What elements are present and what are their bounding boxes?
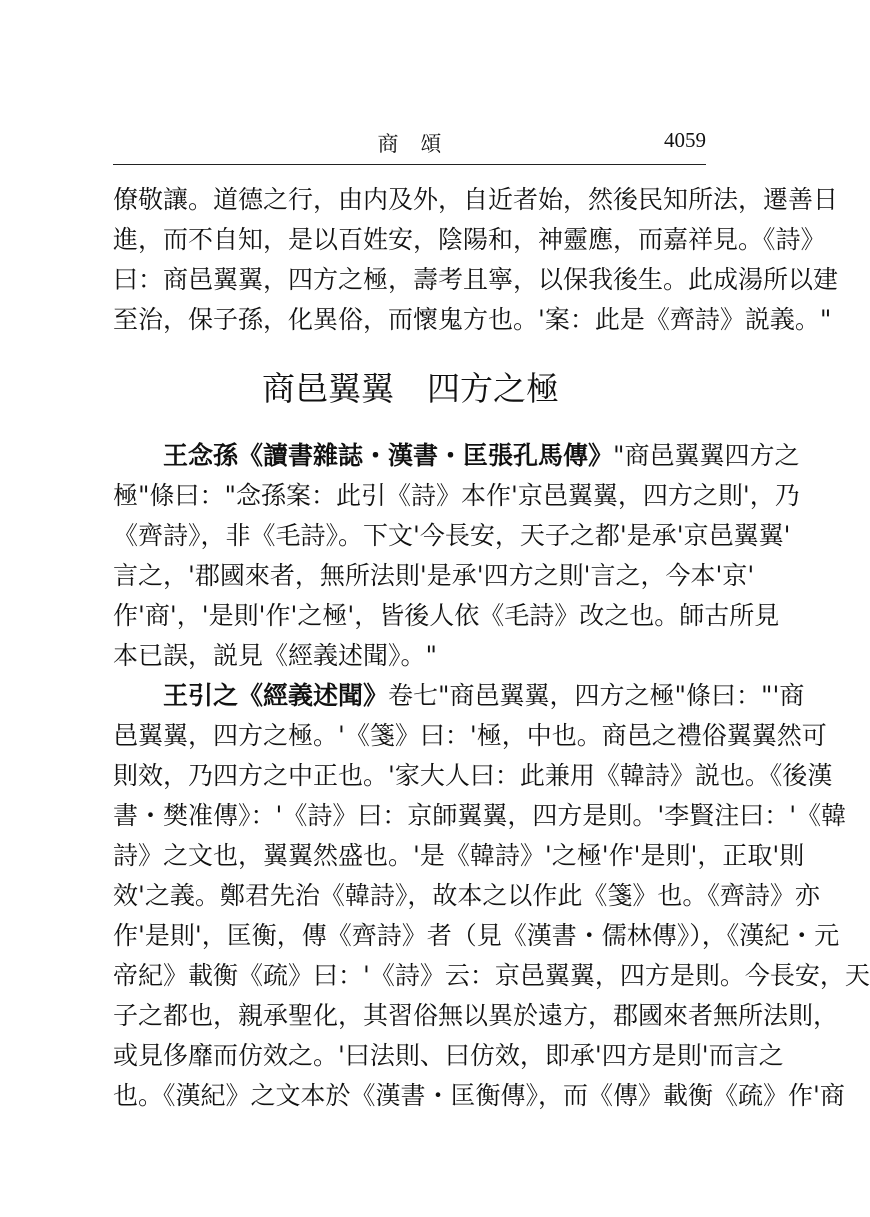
header-rule xyxy=(113,164,706,165)
paragraph-wang-yinzhi xyxy=(113,676,870,1116)
text-line: 書・樊准傳》：'《詩》曰：京師翼翼，四方是則。'李賢注曰：'《韓 xyxy=(113,801,847,830)
text-line: 效'之義。鄭君先治《韓詩》，故本之以作此《箋》也。《齊詩》亦 xyxy=(113,881,820,910)
text-fragment: "商邑翼翼四方之 xyxy=(613,441,800,470)
running-title: 商頌 xyxy=(377,132,464,156)
text-line: 曰：商邑翼翼，四方之極，壽考且寧，以保我後生。此成湯所以建 xyxy=(113,265,839,294)
section-heading: 商邑翼翼 四方之極 xyxy=(262,369,559,408)
citation-author: 王念孫《讀書雜誌・漢書・匡張孔馬傳》 xyxy=(163,441,614,470)
text-line: 詩》之文也，翼翼然盛也。'是《韓詩》'之極'作'是則'，正取'則 xyxy=(113,841,805,870)
text-line: 邑翼翼，四方之極。'《箋》曰：'極，中也。商邑之禮俗翼翼然可 xyxy=(113,721,827,750)
text-line: 進，而不自知，是以百姓安，陰陽和，神靈應，而嘉祥見。《詩》 xyxy=(113,225,826,254)
paragraph-wang-niansun xyxy=(113,436,800,676)
text-line: 至治，保子孫，化異俗，而懷鬼方也。'案：此是《齊詩》説義。" xyxy=(113,305,832,334)
text-line: 也。《漢紀》之文本於《漢書・匡衡傳》，而《傳》載衡《疏》作'商 xyxy=(113,1081,845,1110)
text-line: 作'是則'，匡衡，傳《齊詩》者（見《漢書・儒林傳》），《漢紀・元 xyxy=(113,921,840,950)
citation-author: 王引之《經義述聞》 xyxy=(163,681,389,710)
intro-paragraph xyxy=(113,180,839,340)
page-number: 4059 xyxy=(664,128,706,152)
text-line: 子之都也，親承聖化，其習俗無以異於遠方，郡國來者無所法則， xyxy=(113,1001,839,1030)
text-line xyxy=(113,676,805,716)
text-line: 本已誤，説見《經義述聞》。" xyxy=(113,641,438,670)
text-line: 《齊詩》，非《毛詩》。下文'今長安，天子之都'是承'京邑翼翼' xyxy=(113,521,791,550)
text-line: 作'商'，'是則'作'之極'，皆後人依《毛詩》改之也。師古所見 xyxy=(113,601,780,630)
page-header xyxy=(113,128,706,164)
text-line: 僚敬讓。道德之行，由内及外，自近者始，然後民知所法，遷善日 xyxy=(113,185,839,214)
text-line: 或見侈靡而仿效之。'曰法則、曰仿效，即承'四方是則'而言之 xyxy=(113,1041,784,1070)
text-line xyxy=(113,436,800,476)
text-line: 言之，'郡國來者，無所法則'是承'四方之則'言之，今本'京' xyxy=(113,561,755,590)
text-line: 帝紀》載衡《疏》曰：'《詩》云：京邑翼翼，四方是則。今長安，天 xyxy=(113,961,870,990)
text-line: 則效，乃四方之中正也。'家大人曰：此兼用《韓詩》説也。《後漢 xyxy=(113,761,833,790)
text-line: 極"條曰："念孫案：此引《詩》本作'京邑翼翼，四方之則'，乃 xyxy=(113,481,800,510)
text-fragment: 卷七"商邑翼翼，四方之極"條曰："'商 xyxy=(388,681,805,710)
